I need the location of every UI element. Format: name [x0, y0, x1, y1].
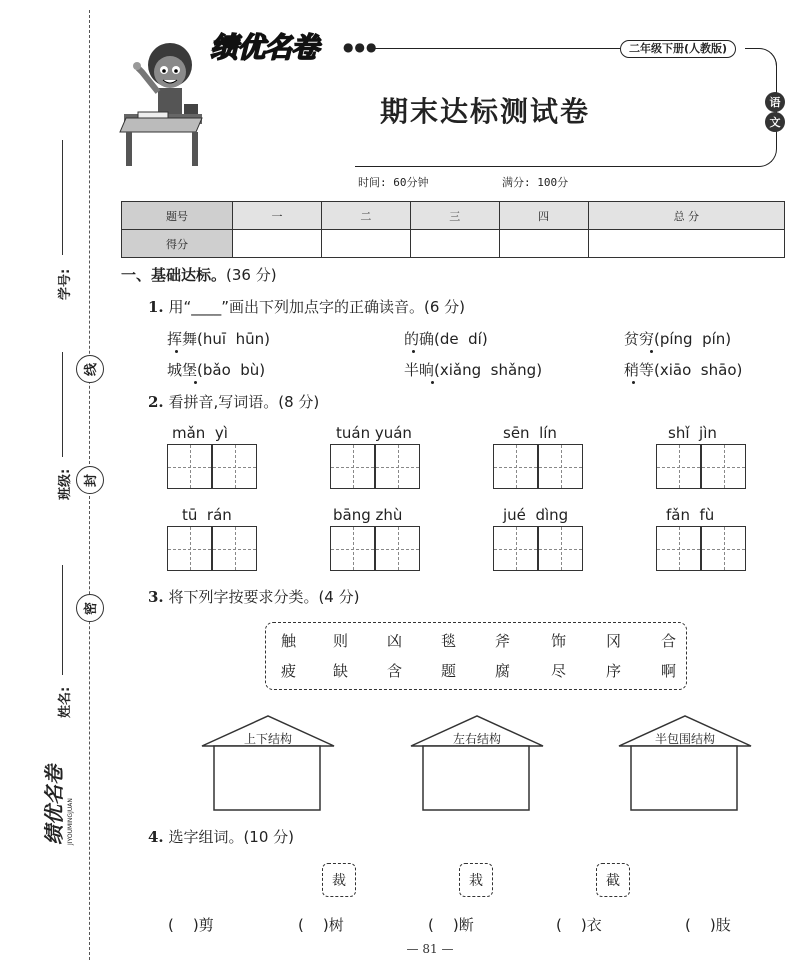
- q1-item: 城堡(bǎo bù): [167, 361, 266, 379]
- question-2: [148, 391, 319, 412]
- name-label: 姓名:: [58, 686, 73, 718]
- pinyin-label: mǎn yì: [172, 424, 228, 442]
- writing-grid-box[interactable]: [167, 444, 212, 489]
- writing-grid-box[interactable]: [701, 526, 746, 571]
- writing-grid-box[interactable]: [538, 526, 583, 571]
- writing-grid-box[interactable]: [493, 444, 538, 489]
- question-text: 看拼音,写词语。(8 分): [168, 393, 320, 411]
- score-entry-cell[interactable]: [410, 230, 499, 258]
- class-label: 班级:: [58, 468, 73, 500]
- pinyin-label: shǐ jìn: [668, 424, 717, 442]
- q1-item: 贫穷(píng pín): [624, 330, 732, 348]
- character: 序: [606, 662, 622, 680]
- page-title: 期末达标测试卷: [379, 95, 590, 128]
- score-table-cell: 总 分: [588, 202, 784, 230]
- character: 饰: [551, 632, 567, 650]
- character: 题: [441, 662, 457, 680]
- option-character-box: 裁: [322, 863, 356, 897]
- question-1: [148, 296, 465, 317]
- writing-grid-box[interactable]: [167, 526, 212, 571]
- fill-blank[interactable]: ( )断: [428, 916, 474, 934]
- section-title: 一、基础达标。: [121, 266, 227, 284]
- score-entry-cell[interactable]: [233, 230, 322, 258]
- section-heading: [121, 264, 277, 285]
- question-4: [148, 826, 294, 847]
- student-id-label: 学号:: [58, 268, 73, 300]
- writing-grid-box[interactable]: [212, 526, 257, 571]
- fill-blank[interactable]: ( )树: [298, 916, 344, 934]
- fill-blank[interactable]: ( )剪: [168, 916, 214, 934]
- character: 尽: [551, 662, 567, 680]
- emphasis-dot: [175, 350, 178, 353]
- emphasis-dot: [412, 350, 415, 353]
- score-table-cell: 题号: [122, 202, 233, 230]
- full-score-info: 满分: 100分: [502, 176, 569, 189]
- writing-grid-box[interactable]: [375, 444, 420, 489]
- q1-item: 的确(de dí): [404, 330, 488, 348]
- writing-grid-box[interactable]: [701, 444, 746, 489]
- house-label: 半包围结构: [654, 732, 715, 746]
- student-illustration-icon: [118, 20, 210, 170]
- q1-item: 半晌(xiǎng shǎng): [404, 361, 543, 379]
- character: 则: [333, 632, 349, 650]
- score-table-cell: 三: [410, 202, 499, 230]
- pinyin-label: jué dìng: [503, 506, 569, 524]
- seal-mi: 密: [76, 594, 104, 622]
- name-line: [62, 565, 63, 675]
- q1-item: 挥舞(huī hūn): [167, 330, 270, 348]
- question-text: 用“____”画出下列加点字的正确读音。(6 分): [168, 298, 466, 316]
- brand-logo: 绩优名卷: [210, 31, 319, 64]
- score-entry-cell[interactable]: [321, 230, 410, 258]
- grade-badge: 二年级下册(人教版): [620, 40, 736, 58]
- character: 啊: [661, 662, 677, 680]
- pinyin-label: sēn lín: [503, 424, 557, 442]
- character: 合: [661, 632, 677, 650]
- score-table-cell: 一: [233, 202, 322, 230]
- question-3: [148, 586, 359, 607]
- score-table-cell: 四: [499, 202, 588, 230]
- writing-grid-box[interactable]: [656, 526, 701, 571]
- pinyin-label: fǎn fù: [666, 506, 715, 524]
- seal-feng: 封: [76, 466, 104, 494]
- writing-grid-box[interactable]: [212, 444, 257, 489]
- score-entry-cell[interactable]: [588, 230, 784, 258]
- question-number: 2.: [148, 393, 164, 411]
- question-text: 选字组词。(10 分): [168, 828, 295, 846]
- writing-grid-box[interactable]: [330, 444, 375, 489]
- class-line: [62, 352, 63, 457]
- score-table-cell: 二: [321, 202, 410, 230]
- writing-grid-box[interactable]: [493, 526, 538, 571]
- character: 毯: [441, 632, 457, 650]
- character-list-box: [265, 622, 687, 690]
- question-number: 3.: [148, 588, 164, 606]
- q1-item: 稍等(xiāo shāo): [624, 361, 743, 379]
- pinyin-label: bāng zhù: [333, 506, 403, 524]
- character: 凶: [387, 632, 403, 650]
- character: 腐: [495, 662, 511, 680]
- side-logo: 绩优名卷 JIYOUMINGJUAN: [42, 765, 74, 845]
- option-character-box: 栽: [459, 863, 493, 897]
- score-table: [121, 201, 785, 258]
- answer-area[interactable]: [633, 748, 735, 808]
- character: 斧: [495, 632, 511, 650]
- fill-blank[interactable]: ( )肢: [685, 916, 731, 934]
- answer-area[interactable]: [425, 748, 527, 808]
- option-character-box: 截: [596, 863, 630, 897]
- score-table-header-row: [122, 202, 785, 230]
- question-number: 4.: [148, 828, 164, 846]
- character: 冈: [606, 632, 622, 650]
- emphasis-dot: [431, 381, 434, 384]
- score-entry-cell[interactable]: [499, 230, 588, 258]
- section-score: (36 分): [226, 266, 277, 284]
- student-id-line: [62, 140, 63, 255]
- house-label: 上下结构: [243, 732, 292, 746]
- subject-badge-wen: 文: [765, 112, 785, 132]
- character: 触: [281, 632, 297, 650]
- pinyin-label: tuán yuán: [336, 424, 412, 442]
- emphasis-dot: [650, 350, 653, 353]
- character: 缺: [333, 662, 349, 680]
- character: 疲: [281, 662, 297, 680]
- fill-blank[interactable]: ( )衣: [556, 916, 602, 934]
- pinyin-label: tū rán: [182, 506, 232, 524]
- score-table-cell: 得分: [122, 230, 233, 258]
- score-table-score-row: [122, 230, 785, 258]
- writing-grid-box[interactable]: [375, 526, 420, 571]
- subject-badge-yu: 语: [765, 92, 785, 112]
- question-number: 1.: [148, 298, 164, 316]
- emphasis-dot: [194, 381, 197, 384]
- character: 含: [387, 662, 403, 680]
- question-text: 将下列字按要求分类。(4 分): [168, 588, 360, 606]
- writing-grid-box[interactable]: [538, 444, 583, 489]
- brand-dots: ●●●: [343, 40, 378, 54]
- header-frame-corner: [745, 48, 777, 69]
- writing-grid-box[interactable]: [656, 444, 701, 489]
- page-number: — 81 —: [406, 942, 454, 956]
- answer-area[interactable]: [216, 748, 318, 808]
- house-label: 左右结构: [452, 732, 501, 746]
- emphasis-dot: [632, 381, 635, 384]
- seal-xian: 线: [76, 355, 104, 383]
- time-info: 时间: 60分钟: [358, 176, 429, 189]
- writing-grid-box[interactable]: [330, 526, 375, 571]
